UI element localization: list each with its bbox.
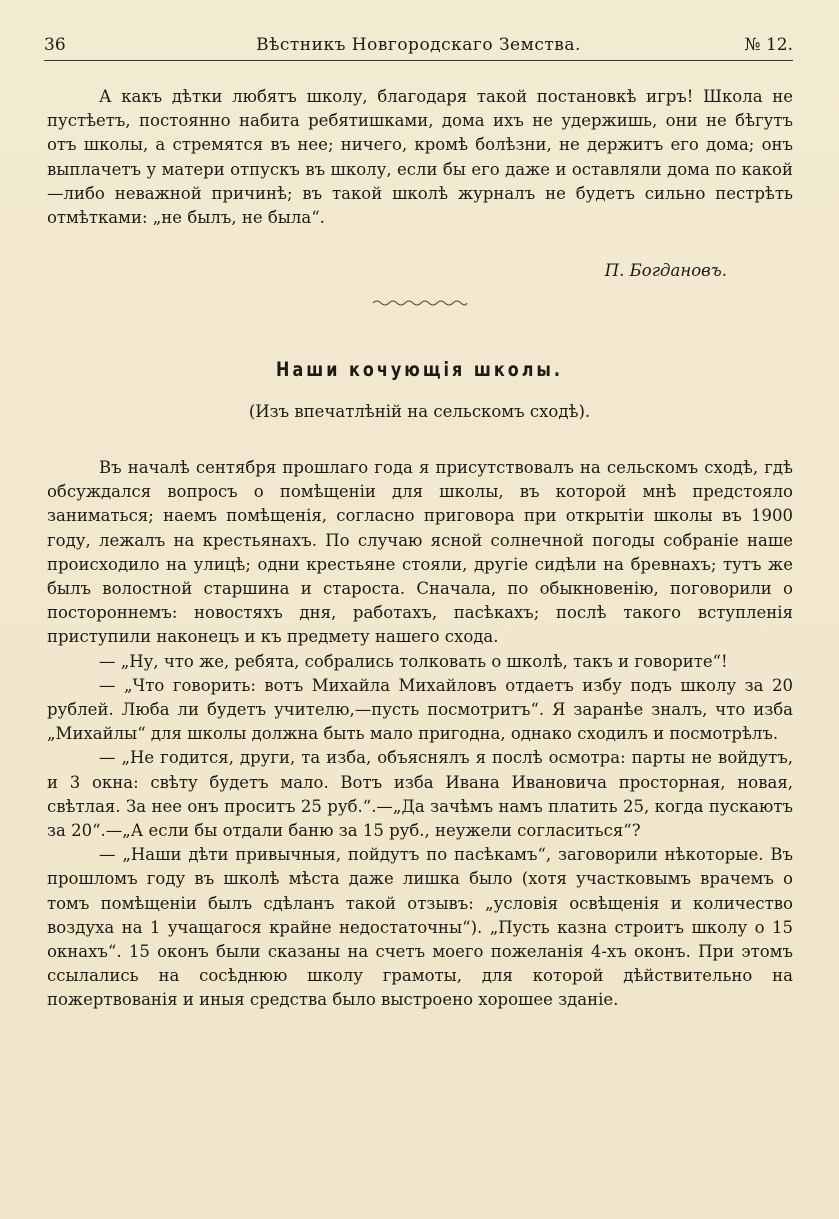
- running-head: [44, 34, 793, 56]
- author-signature: П. Богдановъ.: [604, 261, 727, 280]
- page-number: 36: [44, 35, 66, 55]
- article-subheading: (Изъ впечатлѣній на сельскомъ сходѣ).: [248, 402, 591, 421]
- article-paragraph: — „Что говорить: вотъ Михайла Михайловъ отдаетъ избу подъ школу за 20 рублей. Люба ли будетъ учителю,—пусть посмотритъ“. Я заранѣе зналъ, что изба „Михайлы“ для школы должна быть мало пригодна, однако сходилъ и посмотрѣлъ.: [47, 675, 793, 744]
- header-rule: [44, 60, 793, 61]
- issue-number: № 12.: [744, 35, 793, 55]
- ornament-divider: [371, 298, 469, 308]
- article-paragraph: Въ началѣ сентября прошлаго года я присутствовалъ на сельскомъ сходѣ, гдѣ обсуждался вопросъ о помѣщеніи для школы, въ которой мнѣ предстояло заниматься; наемъ помѣщенія, согласно приговора при открытіи школы въ 1900 году, лежалъ на крестьянахъ. По случаю ясной солнечной погоды собраніе наше происходило на улицѣ; одни крестьяне стояли, другіе сидѣли на бревнахъ; тутъ же былъ волостной старшина и староста. Сначала, по обыкновенію, поговорили о постороннемъ: новостяхъ дня, работахъ, пасѣкахъ; послѣ такого вступленія приступили наконецъ и къ предмету нашего схода.: [47, 458, 793, 647]
- article-paragraph: — „Не годится, други, та изба, объяснялъ я послѣ осмотра: парты не войдутъ, и 3 окна: свѣту будетъ мало. Вотъ изба Ивана Ивановича просторная, новая, свѣтлая. За нее онъ проситъ 25 руб.“.—„Да зачѣмъ намъ платить 25, когда пускаютъ за 20“.—„А если бы отдали баню за 15 руб., неужели согласиться“?: [47, 748, 793, 841]
- intro-section: [47, 85, 793, 230]
- journal-title: Вѣстникъ Новгородскаго Земства.: [256, 35, 581, 55]
- article-paragraph: — „Наши дѣти привычныя, пойдутъ по пасѣкамъ“, заговорили нѣкоторые. Въ прошломъ году въ школѣ мѣста даже лишка было (хотя участковымъ врачемъ о томъ помѣщеніи былъ сдѣланъ такой отзывъ: „условія освѣщенія и количество воздуха на 1 учащагося крайне недостаточны“). „Пусть казна строитъ школу о 15 окнахъ“. 15 оконъ были сказаны на счетъ моего пожеланія 4-хъ оконъ. При этомъ ссылались на сосѣднюю школу грамоты, для которой дѣйствительно на пожертвованія и иныя средства было выстроено хорошее зданіе.: [47, 845, 793, 1010]
- article-heading: Наши кочующія школы.: [276, 358, 563, 381]
- article-paragraph: — „Ну, что же, ребята, собрались толковать о школѣ, такъ и говорите“!: [99, 651, 728, 671]
- article-body: [47, 456, 793, 1013]
- intro-paragraph: А какъ дѣтки любятъ школу, благодаря такой постановкѣ игръ! Школа не пустѣетъ, постоянно набита ребятишками, дома ихъ не удержишь, они не бѣгутъ отъ школы, а стремятся въ нее; ничего, кромѣ болѣзни, не держитъ его дома; онъ выплачетъ у матери отпускъ въ школу, если бы его даже и оставляли дома по какой—либо неважной причинѣ; въ такой школѣ журналъ не будетъ сильно пестрѣть отмѣтками: „не былъ, не была“.: [47, 87, 793, 228]
